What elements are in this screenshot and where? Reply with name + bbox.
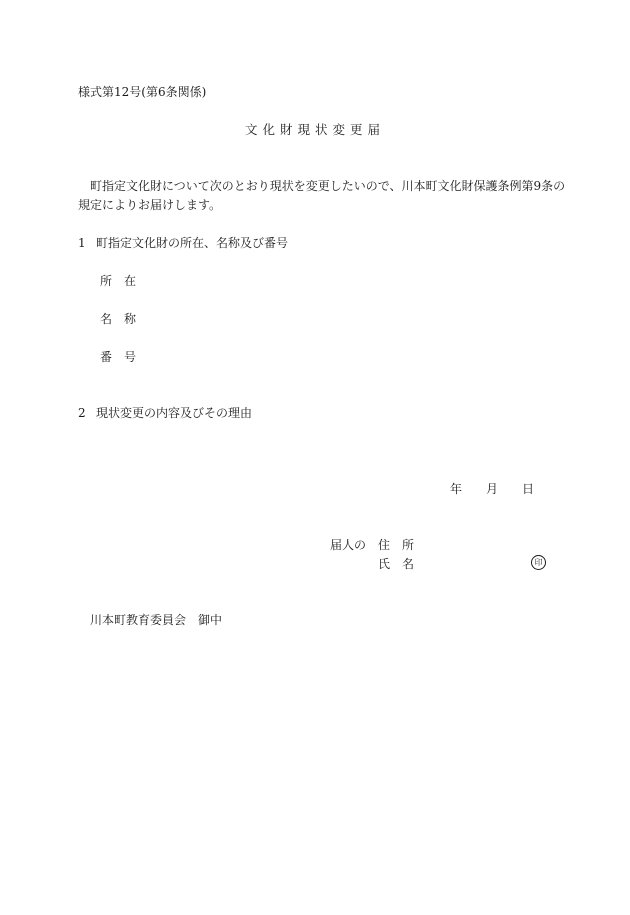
addressee: 川本町教育委員会 御中 bbox=[90, 613, 223, 627]
field-location-label: 所 在 bbox=[100, 274, 137, 288]
applicant-name-label: 氏 名 bbox=[378, 557, 415, 571]
section-1-label: 町指定文化財の所在、名称及び番号 bbox=[96, 236, 289, 250]
applicant-address-label: 住 所 bbox=[378, 538, 415, 552]
date-line bbox=[450, 481, 534, 497]
section-1-heading bbox=[78, 235, 288, 251]
intro-line-1: 町指定文化財について次のとおり現状を変更したいので、川本町文化財保護条例第9条の bbox=[90, 179, 566, 193]
date-year-label: 年 bbox=[450, 482, 463, 496]
applicant-label: 届人の bbox=[330, 538, 367, 552]
intro-line-2: 規定によりお届けします。 bbox=[78, 198, 222, 212]
section-2-number: 2 bbox=[78, 406, 86, 420]
document-title: 文化財現状変更届 bbox=[244, 122, 385, 137]
field-number-label: 番 号 bbox=[100, 350, 137, 364]
section-2-heading bbox=[78, 405, 252, 421]
section-1-number: 1 bbox=[78, 236, 86, 250]
field-name-label: 名 称 bbox=[100, 312, 137, 326]
date-day-label: 日 bbox=[522, 482, 535, 496]
form-number: 様式第12号(第6条関係) bbox=[78, 85, 207, 99]
date-month-label: 月 bbox=[486, 482, 499, 496]
seal-mark-icon: 印 bbox=[531, 555, 546, 570]
section-2-label: 現状変更の内容及びその理由 bbox=[96, 406, 253, 420]
